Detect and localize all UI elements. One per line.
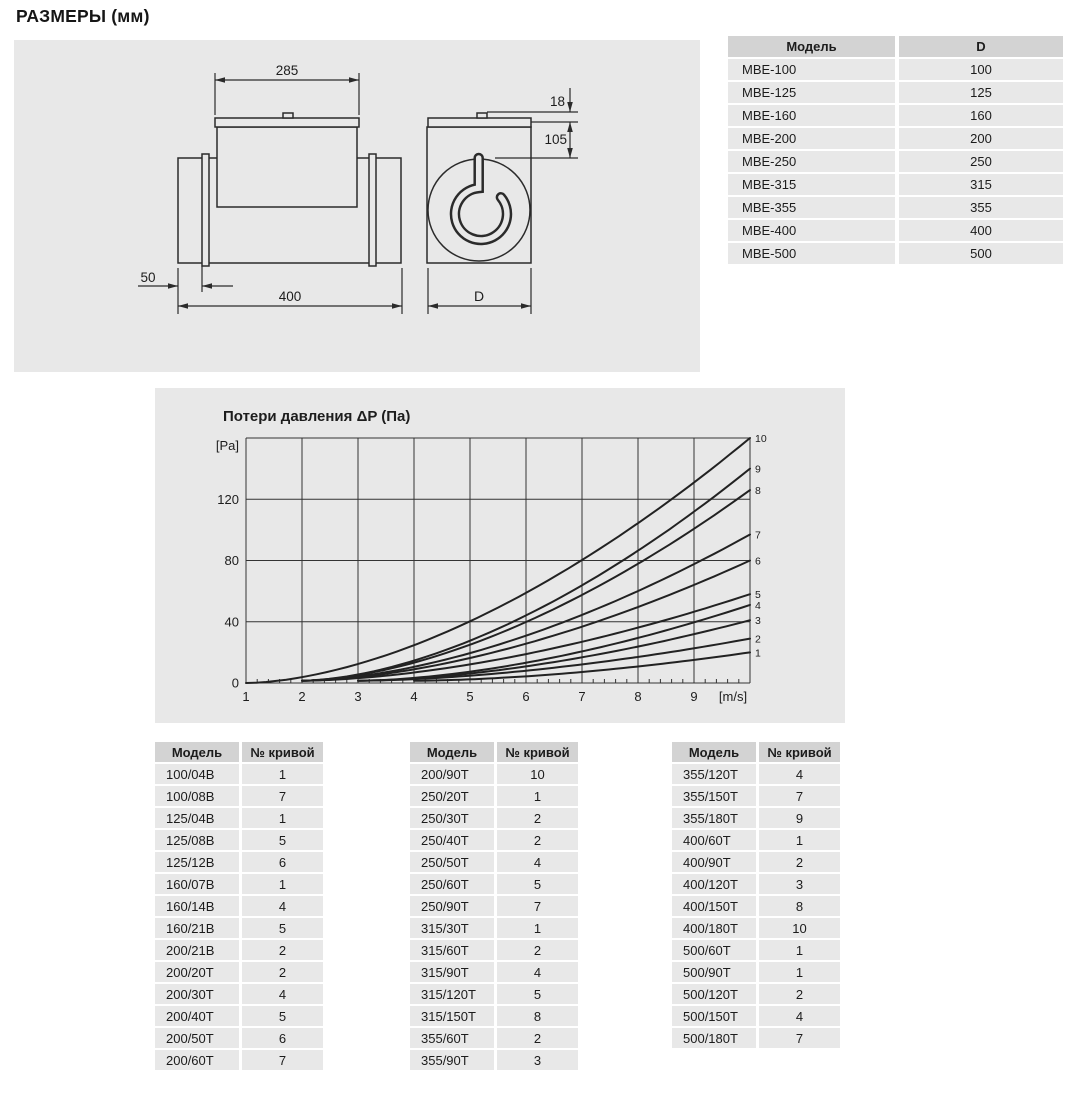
- value-cell: 160: [899, 105, 1063, 126]
- table-row: [672, 874, 840, 894]
- model-cell: 250/30T: [410, 808, 497, 828]
- value-cell: 7: [497, 896, 578, 916]
- model-diameter-table: [728, 34, 1063, 266]
- model-cell: МВЕ-315: [728, 174, 899, 195]
- value-cell: 6: [242, 1028, 323, 1048]
- value-cell: 6: [242, 852, 323, 872]
- table-row: [672, 786, 840, 806]
- value-cell: 4: [497, 962, 578, 982]
- value-cell: 1: [759, 830, 840, 850]
- dimension-drawing: [14, 40, 700, 372]
- table-row: [410, 1028, 578, 1048]
- value-cell: 100: [899, 59, 1063, 80]
- value-cell: 8: [759, 896, 840, 916]
- model-cell: 250/60T: [410, 874, 497, 894]
- table-row: [155, 1028, 323, 1048]
- table-row: [155, 874, 323, 894]
- dim-label-285: 285: [275, 63, 299, 78]
- terminal-box-lid: [215, 118, 359, 127]
- column-header: № кривой: [497, 742, 578, 762]
- column-header: № кривой: [759, 742, 840, 762]
- model-cell: МВЕ-250: [728, 151, 899, 172]
- model-cell: 200/60T: [155, 1050, 242, 1070]
- model-cell: 500/150T: [672, 1006, 759, 1026]
- curve-label: 7: [755, 529, 761, 542]
- value-cell: 3: [497, 1050, 578, 1070]
- flange-left: [202, 154, 209, 266]
- table-row: [728, 197, 1063, 218]
- value-cell: 5: [497, 984, 578, 1004]
- table-row: [728, 243, 1063, 264]
- model-cell: 400/60T: [672, 830, 759, 850]
- model-cell: МВЕ-500: [728, 243, 899, 264]
- value-cell: 7: [242, 1050, 323, 1070]
- table-row: [672, 808, 840, 828]
- model-cell: МВЕ-160: [728, 105, 899, 126]
- model-cell: 250/40T: [410, 830, 497, 850]
- value-cell: 4: [497, 852, 578, 872]
- x-tick-label: 6: [522, 689, 530, 704]
- model-cell: 355/60T: [410, 1028, 497, 1048]
- curve-label: 2: [755, 633, 761, 646]
- model-cell: 500/60T: [672, 940, 759, 960]
- model-cell: МВЕ-355: [728, 197, 899, 218]
- curve-table-1: [155, 740, 323, 1072]
- value-cell: 5: [242, 830, 323, 850]
- table-row: [728, 220, 1063, 241]
- curve-label: 5: [755, 589, 761, 602]
- x-tick-label: 5: [466, 689, 474, 704]
- curve-label: 8: [755, 485, 761, 498]
- value-cell: 2: [759, 852, 840, 872]
- value-cell: 7: [759, 786, 840, 806]
- model-cell: 160/14B: [155, 896, 242, 916]
- model-cell: 315/90T: [410, 962, 497, 982]
- model-cell: 100/08B: [155, 786, 242, 806]
- value-cell: 1: [759, 962, 840, 982]
- model-cell: 315/30T: [410, 918, 497, 938]
- value-cell: 4: [242, 984, 323, 1004]
- value-cell: 500: [899, 243, 1063, 264]
- value-cell: 3: [759, 874, 840, 894]
- y-unit-label: [Pa]: [215, 438, 239, 453]
- model-cell: 315/60T: [410, 940, 497, 960]
- dim-label-50: 50: [140, 270, 156, 285]
- model-cell: 400/90T: [672, 852, 759, 872]
- table-row: [672, 764, 840, 784]
- dim-label-105: 105: [544, 132, 567, 147]
- model-cell: 355/90T: [410, 1050, 497, 1070]
- table-row: [672, 962, 840, 982]
- model-cell: 355/150T: [672, 786, 759, 806]
- table-row: [410, 786, 578, 806]
- column-header: Модель: [672, 742, 759, 762]
- x-unit-label: [m/s]: [718, 689, 748, 704]
- table-row: [728, 59, 1063, 80]
- model-cell: 160/07B: [155, 874, 242, 894]
- table-row: [728, 105, 1063, 126]
- value-cell: 250: [899, 151, 1063, 172]
- value-cell: 1: [759, 940, 840, 960]
- curve-table-3: [672, 740, 840, 1050]
- value-cell: 2: [759, 984, 840, 1004]
- model-cell: 500/90T: [672, 962, 759, 982]
- header-row: [728, 36, 1063, 57]
- table-row: [155, 962, 323, 982]
- curve-label: 4: [755, 599, 761, 612]
- flange-right: [369, 154, 376, 266]
- table-row: [410, 962, 578, 982]
- model-cell: 200/30T: [155, 984, 242, 1004]
- front-lid: [428, 118, 531, 127]
- header-row: [410, 742, 578, 762]
- table-row: [155, 1050, 323, 1070]
- model-cell: 100/04B: [155, 764, 242, 784]
- table-row: [728, 151, 1063, 172]
- value-cell: 1: [242, 808, 323, 828]
- table-row: [672, 940, 840, 960]
- value-cell: 1: [497, 786, 578, 806]
- x-tick-label: 2: [298, 689, 306, 704]
- column-header: Модель: [728, 36, 899, 57]
- x-tick-label: 7: [578, 689, 586, 704]
- model-cell: 500/180T: [672, 1028, 759, 1048]
- lid-knob: [283, 113, 293, 118]
- model-cell: 160/21B: [155, 918, 242, 938]
- column-header: Модель: [155, 742, 242, 762]
- table-row: [410, 874, 578, 894]
- model-cell: МВЕ-125: [728, 82, 899, 103]
- value-cell: 315: [899, 174, 1063, 195]
- table-row: [410, 896, 578, 916]
- x-tick-label: 1: [242, 689, 250, 704]
- x-tick-label: 4: [410, 689, 418, 704]
- column-header: Модель: [410, 742, 497, 762]
- header-row: [672, 742, 840, 762]
- value-cell: 4: [242, 896, 323, 916]
- table-row: [410, 918, 578, 938]
- table-row: [410, 808, 578, 828]
- header-row: [155, 742, 323, 762]
- model-cell: 250/20T: [410, 786, 497, 806]
- model-cell: 200/20T: [155, 962, 242, 982]
- y-tick-label: 120: [217, 491, 239, 507]
- table-row: [672, 1006, 840, 1026]
- table-row: [155, 786, 323, 806]
- front-knob: [477, 113, 487, 118]
- model-cell: 400/150T: [672, 896, 759, 916]
- value-cell: 5: [497, 874, 578, 894]
- value-cell: 1: [497, 918, 578, 938]
- pressure-loss-chart: [155, 388, 845, 723]
- table-row: [155, 918, 323, 938]
- curve-label: 9: [755, 463, 761, 476]
- table-row: [410, 940, 578, 960]
- value-cell: 7: [242, 786, 323, 806]
- model-cell: 315/120T: [410, 984, 497, 1004]
- table-row: [672, 852, 840, 872]
- chart-title: Потери давления ΔP (Па): [223, 408, 411, 425]
- table-row: [672, 830, 840, 850]
- table-row: [155, 808, 323, 828]
- model-cell: 125/08B: [155, 830, 242, 850]
- side-view: [178, 113, 401, 266]
- y-tick-label: 80: [224, 553, 239, 568]
- model-cell: 500/120T: [672, 984, 759, 1004]
- table-row: [672, 918, 840, 938]
- front-view: [427, 113, 531, 263]
- value-cell: 10: [497, 764, 578, 784]
- value-cell: 2: [497, 1028, 578, 1048]
- curve-label: 3: [755, 615, 761, 628]
- dim-label-400: 400: [278, 289, 302, 304]
- model-cell: МВЕ-400: [728, 220, 899, 241]
- value-cell: 10: [759, 918, 840, 938]
- curve-label: 6: [755, 555, 761, 568]
- model-cell: 315/150T: [410, 1006, 497, 1026]
- table-row: [410, 984, 578, 1004]
- table-row: [155, 830, 323, 850]
- table-row: [410, 764, 578, 784]
- table-row: [155, 852, 323, 872]
- value-cell: 4: [759, 1006, 840, 1026]
- value-cell: 5: [242, 918, 323, 938]
- value-cell: 125: [899, 82, 1063, 103]
- model-cell: МВЕ-100: [728, 59, 899, 80]
- table-row: [410, 852, 578, 872]
- value-cell: 5: [242, 1006, 323, 1026]
- y-tick-label: 40: [224, 614, 239, 630]
- value-cell: 8: [497, 1006, 578, 1026]
- value-cell: 4: [759, 764, 840, 784]
- value-cell: 1: [242, 764, 323, 784]
- terminal-box: [217, 127, 357, 207]
- value-cell: 9: [759, 808, 840, 828]
- table-row: [728, 128, 1063, 149]
- model-cell: 250/90T: [410, 896, 497, 916]
- table-row: [410, 1006, 578, 1026]
- table-row: [155, 1006, 323, 1026]
- model-cell: 355/180T: [672, 808, 759, 828]
- value-cell: 2: [242, 940, 323, 960]
- table-row: [672, 984, 840, 1004]
- page-title: РАЗМЕРЫ (мм): [16, 6, 150, 26]
- model-cell: МВЕ-200: [728, 128, 899, 149]
- x-tick-label: 9: [690, 689, 698, 704]
- model-cell: 125/12B: [155, 852, 242, 872]
- value-cell: 355: [899, 197, 1063, 218]
- value-cell: 7: [759, 1028, 840, 1048]
- value-cell: 400: [899, 220, 1063, 241]
- model-cell: 400/120T: [672, 874, 759, 894]
- table-row: [410, 1050, 578, 1070]
- curve-label: 1: [755, 647, 761, 660]
- x-tick-label: 3: [354, 689, 362, 704]
- value-cell: 2: [497, 940, 578, 960]
- value-cell: 2: [497, 830, 578, 850]
- table-row: [728, 174, 1063, 195]
- value-cell: 1: [242, 874, 323, 894]
- model-cell: 125/04B: [155, 808, 242, 828]
- table-row: [672, 896, 840, 916]
- model-cell: 355/120T: [672, 764, 759, 784]
- value-cell: 2: [242, 962, 323, 982]
- model-cell: 250/50T: [410, 852, 497, 872]
- pressure-loss-panel: [155, 388, 845, 723]
- value-cell: 2: [497, 808, 578, 828]
- curve-label: 10: [755, 433, 767, 445]
- dimensions-panel: [14, 40, 700, 372]
- table-row: [155, 764, 323, 784]
- dim-label-18: 18: [549, 94, 565, 109]
- table-row: [728, 82, 1063, 103]
- table-row: [672, 1028, 840, 1048]
- column-header: D: [899, 36, 1063, 57]
- model-cell: 200/90T: [410, 764, 497, 784]
- table-row: [410, 830, 578, 850]
- x-tick-label: 8: [634, 689, 642, 704]
- y-tick-label: 0: [231, 675, 239, 691]
- column-header: № кривой: [242, 742, 323, 762]
- model-cell: 200/40T: [155, 1006, 242, 1026]
- model-cell: 200/50T: [155, 1028, 242, 1048]
- model-cell: 400/180T: [672, 918, 759, 938]
- table-row: [155, 896, 323, 916]
- dim-label-D: D: [473, 288, 485, 304]
- table-row: [155, 940, 323, 960]
- model-cell: 200/21B: [155, 940, 242, 960]
- value-cell: 200: [899, 128, 1063, 149]
- table-row: [155, 984, 323, 1004]
- curve-table-2: [410, 740, 578, 1072]
